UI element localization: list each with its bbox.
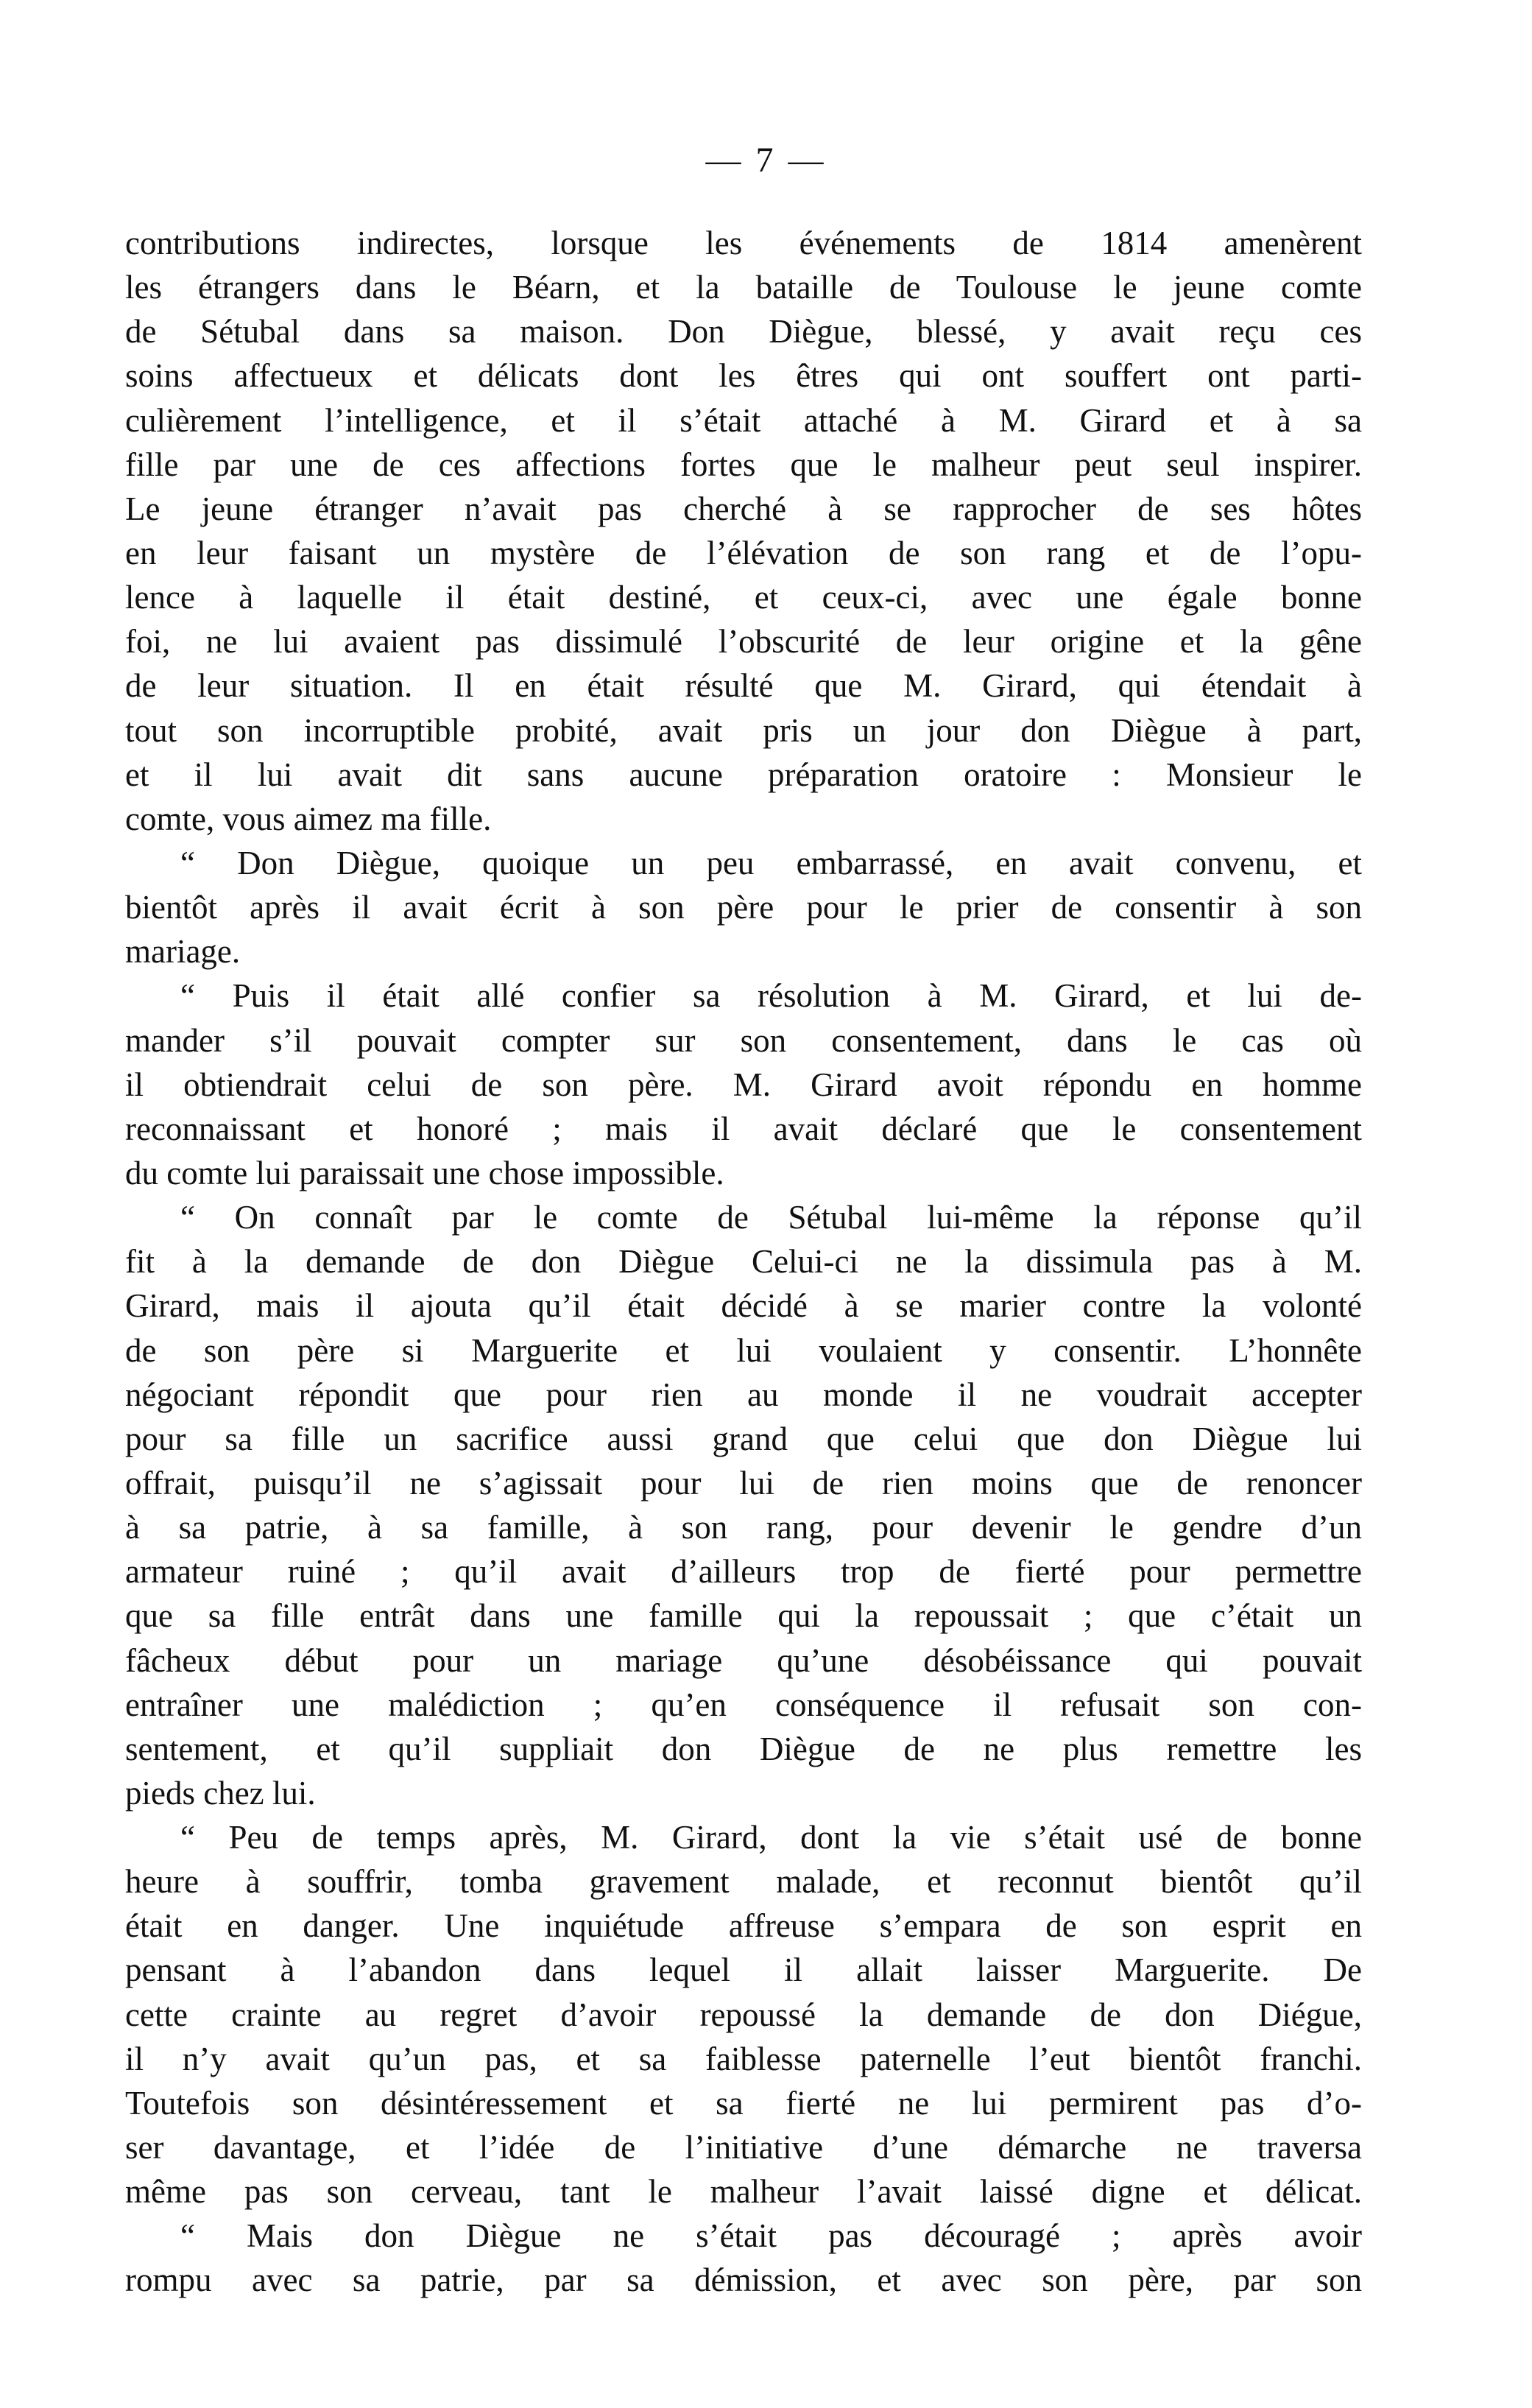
text-line: ser davantage, et l’idée de l’initiative d’une démarche ne traversa — [125, 2129, 1362, 2166]
text-line: de leur situation. Il en était résulté que M. Girard, qui étendait à — [125, 667, 1362, 705]
text-line: offrait, puisqu’il ne s’agissait pour lui de rien moins que de renoncer — [125, 1464, 1362, 1502]
text-line: même pas son cerveau, tant le malheur l’avait laissé digne et délicat. — [125, 2173, 1362, 2211]
page-number: — 7 — — [705, 141, 827, 180]
text-line: fâcheux début pour un mariage qu’une désobéissance qui pouvait — [125, 1641, 1362, 1679]
text-line: culièrement l’intelligence, et il s’était attaché à M. Girard et à sa — [125, 401, 1362, 439]
text-line: pour sa fille un sacrifice aussi grand que celui que don Diègue lui — [125, 1420, 1362, 1457]
text-line: les étrangers dans le Béarn, et la bataille de Toulouse le jeune comte — [125, 269, 1362, 306]
text-line: comte, vous aimez ma fille. — [125, 800, 492, 837]
text-line: reconnaissant et honoré ; mais il avait déclaré que le consentement — [125, 1110, 1362, 1147]
text-line: fille par une de ces affections fortes que le malheur peut seul inspirer. — [125, 446, 1362, 483]
text-line: fit à la demande de don Diègue Celui-ci ne la dissimula pas à M. — [125, 1243, 1362, 1281]
text-line: à sa patrie, à sa famille, à son rang, pour devenir le gendre d’un — [125, 1509, 1362, 1546]
text-line: pensant à l’abandon dans lequel il allait laisser Marguerite. De — [125, 1951, 1362, 1989]
text-line: contributions indirectes, lorsque les événements de 1814 amenèrent — [125, 225, 1362, 261]
text-line: mander s’il pouvait compter sur son consentement, dans le cas où — [125, 1021, 1362, 1059]
text-line: en leur faisant un mystère de l’élévation de son rang et de l’opu- — [125, 534, 1362, 571]
text-line: Le jeune étranger n’avait pas cherché à se rapprocher de ses hôtes — [125, 490, 1362, 527]
text-line: “ Don Diègue, quoique un peu embarrassé, en avait convenu, et — [180, 844, 1362, 881]
text-line: était en danger. Une inquiétude affreuse s’empara de son esprit en — [125, 1907, 1362, 1945]
text-line: cette crainte au regret d’avoir repoussé la demande de don Diégue, — [125, 1996, 1362, 2033]
text-line: lence à laquelle il était destiné, et ceux-ci, avec une égale bonne — [125, 579, 1362, 616]
text-line: du comte lui paraissait une chose impossible. — [125, 1154, 724, 1191]
text-line: rompu avec sa patrie, par sa démission, et avec son père, par son — [125, 2261, 1362, 2299]
text-line: soins affectueux et délicats dont les êtres qui ont souffert ont parti- — [125, 357, 1362, 395]
text-line: armateur ruiné ; qu’il avait d’ailleurs trop de fierté pour permettre — [125, 1553, 1362, 1591]
text-line: de Sétubal dans sa maison. Don Diègue, blessé, y avait reçu ces — [125, 313, 1362, 351]
text-line: Toutefois son désintéressement et sa fierté ne lui permirent pas d’o- — [125, 2084, 1362, 2122]
text-line: tout son incorruptible probité, avait pris un jour don Diègue à part, — [125, 711, 1362, 749]
text-line: sentement, et qu’il suppliait don Diègue de ne plus remettre les — [125, 1730, 1362, 1767]
text-line: que sa fille entrât dans une famille qui la repoussait ; que c’était un — [125, 1597, 1362, 1635]
text-line: bientôt après il avait écrit à son père pour le prier de consentir à son — [125, 889, 1362, 926]
text-line: entraîner une malédiction ; qu’en conséquence il refusait son con- — [125, 1686, 1362, 1723]
text-line: “ On connaît par le comte de Sétubal lui-même la réponse qu’il — [180, 1199, 1362, 1236]
text-line: il obtiendrait celui de son père. M. Girard avoit répondu en homme — [125, 1066, 1362, 1103]
text-line: il n’y avait qu’un pas, et sa faiblesse paternelle l’eut bientôt franchi. — [125, 2040, 1362, 2077]
text-line: de son père si Marguerite et lui voulaient y consentir. L’honnête — [125, 1331, 1362, 1369]
text-line: foi, ne lui avaient pas dissimulé l’obscurité de leur origine et la gêne — [125, 623, 1362, 661]
text-line: Girard, mais il ajouta qu’il était décidé à se marier contre la volonté — [125, 1287, 1362, 1325]
text-line: “ Mais don Diègue ne s’était pas découragé ; après avoir — [180, 2217, 1362, 2255]
text-line: pieds chez lui. — [125, 1774, 316, 1812]
text-line: et il lui avait dit sans aucune préparation oratoire : Monsieur le — [125, 756, 1362, 793]
text-line: mariage. — [125, 933, 241, 971]
text-line: “ Puis il était allé confier sa résolution à M. Girard, et lui de- — [180, 977, 1362, 1015]
text-line: négociant répondit que pour rien au monde il ne voudrait accepter — [125, 1376, 1362, 1413]
text-line: “ Peu de temps après, M. Girard, dont la vie s’était usé de bonne — [180, 1819, 1362, 1856]
body-text — [125, 221, 1362, 2303]
text-line: heure à souffrir, tomba gravement malade, et reconnut bientôt qu’il — [125, 1863, 1362, 1901]
